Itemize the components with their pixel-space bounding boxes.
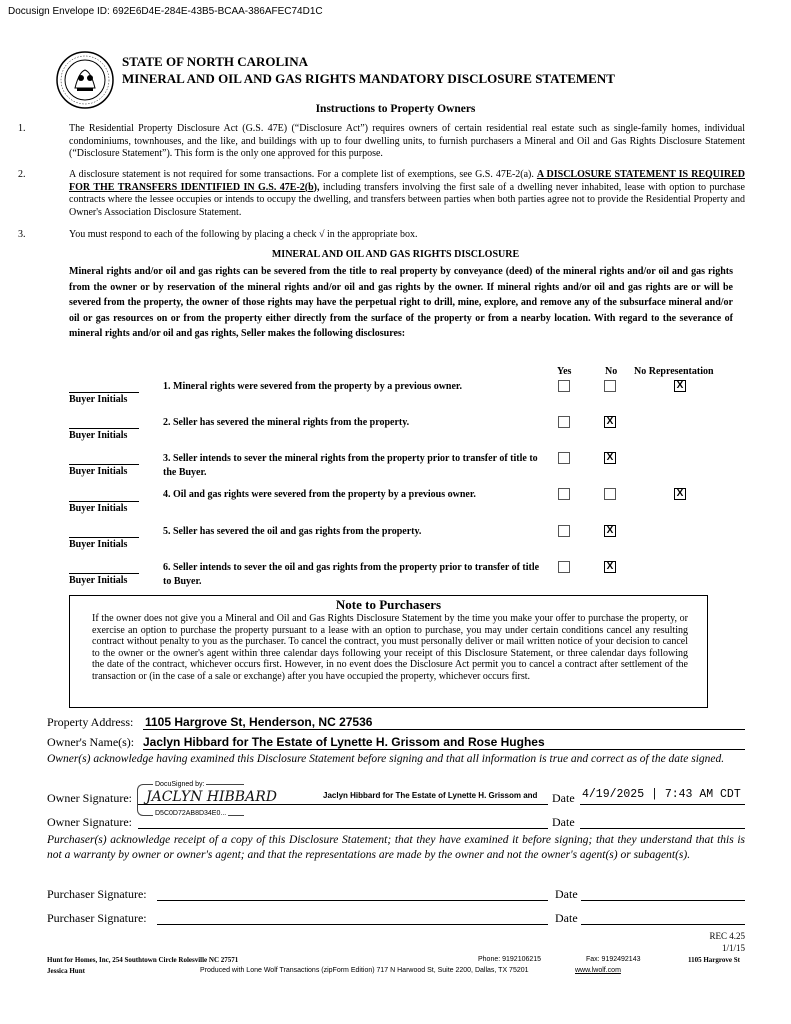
purchaser-acknowledgement: Purchaser(s) acknowledge receipt of a copy of this Disclosure Statement; that they have examined it before signing; that they understand that this is not a warranty by owner or owner's agent; and that the representations are made by the owner and not the owner's agent(s) or subagent(s). [47,834,745,861]
no-representation-checkbox[interactable]: X [674,380,686,392]
owners-label: Owner's Name(s): [47,735,135,749]
envelope-id: Docusign Envelope ID: 692E6D4E-284E-43B5-BCAA-386AFEC74D1C [8,6,323,17]
form-code: REC 4.25 [709,931,745,941]
property-address-line [143,729,745,730]
yes-checkbox[interactable] [558,452,570,464]
phone: Phone: 9192106215 [478,956,542,963]
yes-checkbox[interactable] [558,561,570,573]
instruction-text: You must respond to each of the following by placing a check √ in the appropriate box. [69,229,418,240]
company-info: Hunt for Homes, Inc, 254 Southtown Circle Rolesville NC 27571 [47,956,239,964]
disclosure-title: MINERAL AND OIL AND GAS RIGHTS DISCLOSURE [271,249,520,260]
instruction-text: A disclosure statement is not required for some transactions. For a complete list of exemptions, see G.S. 47E-2(a). A DISCLOSURE STATEMENT IS REQUIRED FOR THE TRANSFERS IDENTIFIED IN G.S. 47E-2(b), including transfers involving the first sale of a dwelling never inhabited, lease with option to purchase contracts where the lessee occupies or intends to occupy the dwelling, and transfers between parties when both parties agree not to provide the Residential Property and Owner's Association Disclosure Statement. [69,169,745,218]
owner-acknowledgement: Owner(s) acknowledge having examined this Disclosure Statement before signing and that all information is true and correct as of the date signed. [47,753,725,765]
no-checkbox[interactable]: X [604,452,616,464]
state-seal-icon [55,50,115,110]
sign-date: 4/19/2025 | 7:43 AM CDT [582,788,741,801]
instruction-text: The Residential Property Disclosure Act (G.S. 47E) (“Disclosure Act”) requires owners of certain residential real estate such as single-family homes, individual condominiums, townhouses, and the like, and buildings with up to four dwelling units, to furnish purchasers a Mineral and Oil and Gas Rights Disclosure Statement (“Disclosure Statement”). This form is the only one approved for this purpose. [69,123,745,159]
column-yes: Yes [557,366,572,377]
yes-checkbox[interactable] [558,416,570,428]
instruction-number: 2. [18,169,26,180]
date-label: Date [552,815,575,829]
question-text: 5. Seller has severed the oil and gas rights from the property. [163,526,422,537]
no-checkbox[interactable] [604,380,616,392]
date-label: Date [552,791,575,805]
purchaser-signature-label: Purchaser Signature: [47,911,147,925]
date-label: Date [555,887,578,901]
buyer-initials-line[interactable] [69,501,139,502]
buyer-initials-line[interactable] [69,428,139,429]
date-line[interactable] [581,900,745,901]
date-line [580,804,745,805]
form-date: 1/1/15 [721,943,745,953]
column-no-representation: No Representation [634,366,714,377]
signer-name: Jaclyn Hibbard for The Estate of Lynette H. Grissom and [323,791,538,800]
date-line[interactable] [581,924,745,925]
agent-name: Jessica Hunt [47,967,85,975]
note-body: If the owner does not give you a Mineral and Oil and Gas Rights Disclosure Statement by the time you make your offer to purchase the property, or exercise an option to purchase the property pursuant to a lease with an option to purchase, you may under certain conditions cancel any resulting contract without penalty to you as the purchaser. To cancel the contract, you must personally deliver or mail written notice of your decision to cancel to the owner or the owner's agent within three calendar days following your receipt of this Disclosure Statement, or three calendar days following the date of the contract, whichever occurs first. However, in no event does the Disclosure Act permit you to cancel a contract after settlement of the transaction or (in the case of a sale or exchange) after you have occupied the property, whichever occurs first. [92,613,688,682]
note-title: Note to Purchasers [335,597,442,612]
signature-id: D5C0D72AB8D34E0... [155,810,227,817]
purchaser-signature-label: Purchaser Signature: [47,887,147,901]
instruction-number: 1. [18,123,26,134]
buyer-initials-label: Buyer Initials [69,503,128,514]
disclosure-intro: Mineral rights and/or oil and gas rights can be severed from the title to real property by conveyance (deed) of the mineral rights and/or oil and gas rights from the owner or by reservation of the mineral rights and/or oil and gas rights by the owner. If mineral rights and/or oil and gas rights are or will be severed from the property, the owner of those rights may have the perpetual right to drill, mine, explore, and remove any of the subsurface mineral and/or oil or gas resources on or from the property either directly from the surface of the property or from a nearby location. With regard to the severance of mineral rights and/or oil and gas rights, Seller makes the following disclosures: [69,266,733,339]
buyer-initials-label: Buyer Initials [69,575,128,586]
column-no: No [605,366,618,377]
property-address-field[interactable]: 1105 Hargrove St, Henderson, NC 27536 [145,715,373,729]
website-link[interactable]: www.lwolf.com [575,967,621,974]
buyer-initials-label: Buyer Initials [69,394,128,405]
no-checkbox[interactable]: X [604,525,616,537]
fax: Fax: 9192492143 [586,956,641,963]
owners-field[interactable]: Jaclyn Hibbard for The Estate of Lynette H. Grissom and Rose Hughes [143,735,545,749]
buyer-initials-label: Buyer Initials [69,539,128,550]
buyer-initials-line[interactable] [69,392,139,393]
docusigned-by-label: DocuSigned by: [155,781,205,788]
purchaser-signature-line[interactable] [157,924,548,925]
buyer-initials-line[interactable] [69,573,139,574]
instructions-title: Instructions to Property Owners [315,103,476,115]
no-checkbox[interactable] [604,488,616,500]
date-line[interactable] [580,828,745,829]
yes-checkbox[interactable] [558,525,570,537]
state-heading: STATE OF NORTH CAROLINA [122,54,309,69]
no-checkbox[interactable]: X [604,561,616,573]
property-short: 1105 Hargrove St [688,956,740,964]
question-text: 4. Oil and gas rights were severed from the property by a previous owner. [163,489,476,500]
owner-signature: JACLYN HIBBARD [146,789,277,805]
owner-signature-label: Owner Signature: [47,815,132,829]
yes-checkbox[interactable] [558,380,570,392]
yes-checkbox[interactable] [558,488,570,500]
purchaser-signature-line[interactable] [157,900,548,901]
buyer-initials-label: Buyer Initials [69,466,128,477]
buyer-initials-label: Buyer Initials [69,430,128,441]
question-text: 2. Seller has severed the mineral rights from the property. [163,417,410,428]
no-representation-checkbox[interactable]: X [674,488,686,500]
date-label: Date [555,911,578,925]
owner-signature-line[interactable] [138,828,548,829]
buyer-initials-line[interactable] [69,464,139,465]
property-address-label: Property Address: [47,715,134,729]
question-text: 1. Mineral rights were severed from the property by a previous owner. [163,381,462,392]
owner-signature-label: Owner Signature: [47,791,132,805]
no-checkbox[interactable]: X [604,416,616,428]
form-title: MINERAL AND OIL AND GAS RIGHTS MANDATORY DISCLOSURE STATEMENT [122,71,615,86]
instruction-number: 3. [18,229,26,240]
buyer-initials-line[interactable] [69,537,139,538]
owners-line [143,749,745,750]
produced-by: Produced with Lone Wolf Transactions (zipForm Edition) 717 N Harwood St, Suite 2200, Dallas, TX 75201 [200,967,529,974]
question-text: 6. Seller intends to sever the oil and gas rights from the property prior to transfer of title to Buyer. [163,562,540,587]
question-text: 3. Seller intends to sever the mineral rights from the property prior to transfer of title to the Buyer. [163,453,538,478]
